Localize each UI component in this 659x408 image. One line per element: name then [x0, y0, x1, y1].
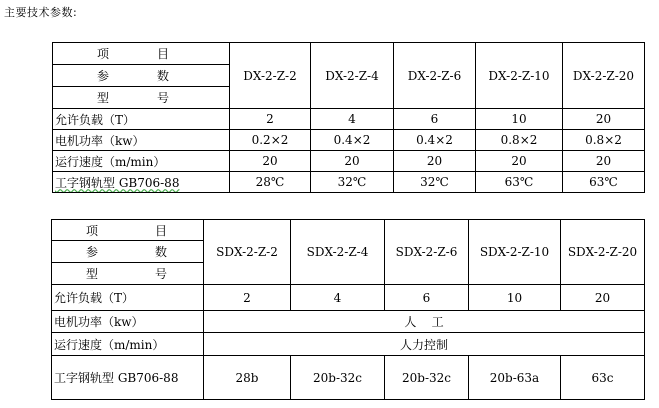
table-cell: 63℃	[563, 172, 645, 193]
model-header: DX-2-Z-2	[230, 43, 311, 109]
table-cell: 4	[291, 285, 385, 311]
table-cell: 10	[476, 109, 563, 130]
table-cell: 63c	[561, 356, 645, 400]
row-label-load: 允许负载（T）	[52, 285, 204, 311]
table-cell: 20	[311, 151, 394, 172]
model-header: DX-2-Z-10	[476, 43, 563, 109]
table-cell: 0.8×2	[563, 130, 645, 151]
table-cell: 4	[311, 109, 394, 130]
row-label-speed: 运行速度（m/min）	[52, 333, 204, 356]
row-label-speed: 运行速度（m/min）	[53, 151, 230, 172]
table-cell: 20	[563, 109, 645, 130]
table-cell: 20	[230, 151, 311, 172]
table-cell: 0.4×2	[394, 130, 476, 151]
header-cell-item: 项 目	[52, 220, 204, 241]
table-cell: 2	[204, 285, 291, 311]
model-header: SDX-2-Z-10	[469, 220, 561, 285]
table-cell: 6	[394, 109, 476, 130]
table-cell: 32℃	[311, 172, 394, 193]
table-cell: 2	[230, 109, 311, 130]
header-cell-param: 参 数	[52, 241, 204, 263]
header-cell-model: 型 号	[52, 263, 204, 285]
header-cell-item: 项 目	[53, 43, 230, 65]
model-header: SDX-2-Z-4	[291, 220, 385, 285]
row-label-power: 电机功率（kw）	[53, 130, 230, 151]
table-cell: 20	[563, 151, 645, 172]
table-cell: 20	[394, 151, 476, 172]
merged-cell-speed: 人力控制	[204, 333, 645, 356]
table-cell: 20b-63a	[469, 356, 561, 400]
model-header: DX-2-Z-20	[563, 43, 645, 109]
table-cell: 6	[385, 285, 469, 311]
row-label-rail: 工字钢轨型 GB706-88	[52, 356, 204, 400]
table-cell: 10	[469, 285, 561, 311]
table-cell: 20	[561, 285, 645, 311]
section-heading: 主要技术参数:	[4, 6, 78, 19]
model-header: SDX-2-Z-2	[204, 220, 291, 285]
spec-table-dx	[52, 42, 645, 193]
row-label-rail	[53, 172, 230, 193]
merged-cell-power: 人 工	[204, 311, 645, 333]
spec-table-sdx	[51, 219, 645, 400]
header-cell-param: 参 数	[53, 65, 230, 87]
table-cell: 20	[476, 151, 563, 172]
table-cell: 0.4×2	[311, 130, 394, 151]
row-label-rail-text: 工字钢轨型 GB706-88	[55, 175, 180, 190]
model-header: DX-2-Z-6	[394, 43, 476, 109]
model-header: SDX-2-Z-6	[385, 220, 469, 285]
model-header: SDX-2-Z-20	[561, 220, 645, 285]
model-header: DX-2-Z-4	[311, 43, 394, 109]
table-cell: 20b-32c	[385, 356, 469, 400]
table-cell: 28℃	[230, 172, 311, 193]
header-cell-model: 型 号	[53, 87, 230, 109]
table-cell: 63℃	[476, 172, 563, 193]
table-cell: 28b	[204, 356, 291, 400]
row-label-load: 允许负载（T）	[53, 109, 230, 130]
table-cell: 20b-32c	[291, 356, 385, 400]
row-label-power: 电机功率（kw）	[52, 311, 204, 333]
table-cell: 0.2×2	[230, 130, 311, 151]
table-cell: 0.8×2	[476, 130, 563, 151]
table-cell: 32℃	[394, 172, 476, 193]
